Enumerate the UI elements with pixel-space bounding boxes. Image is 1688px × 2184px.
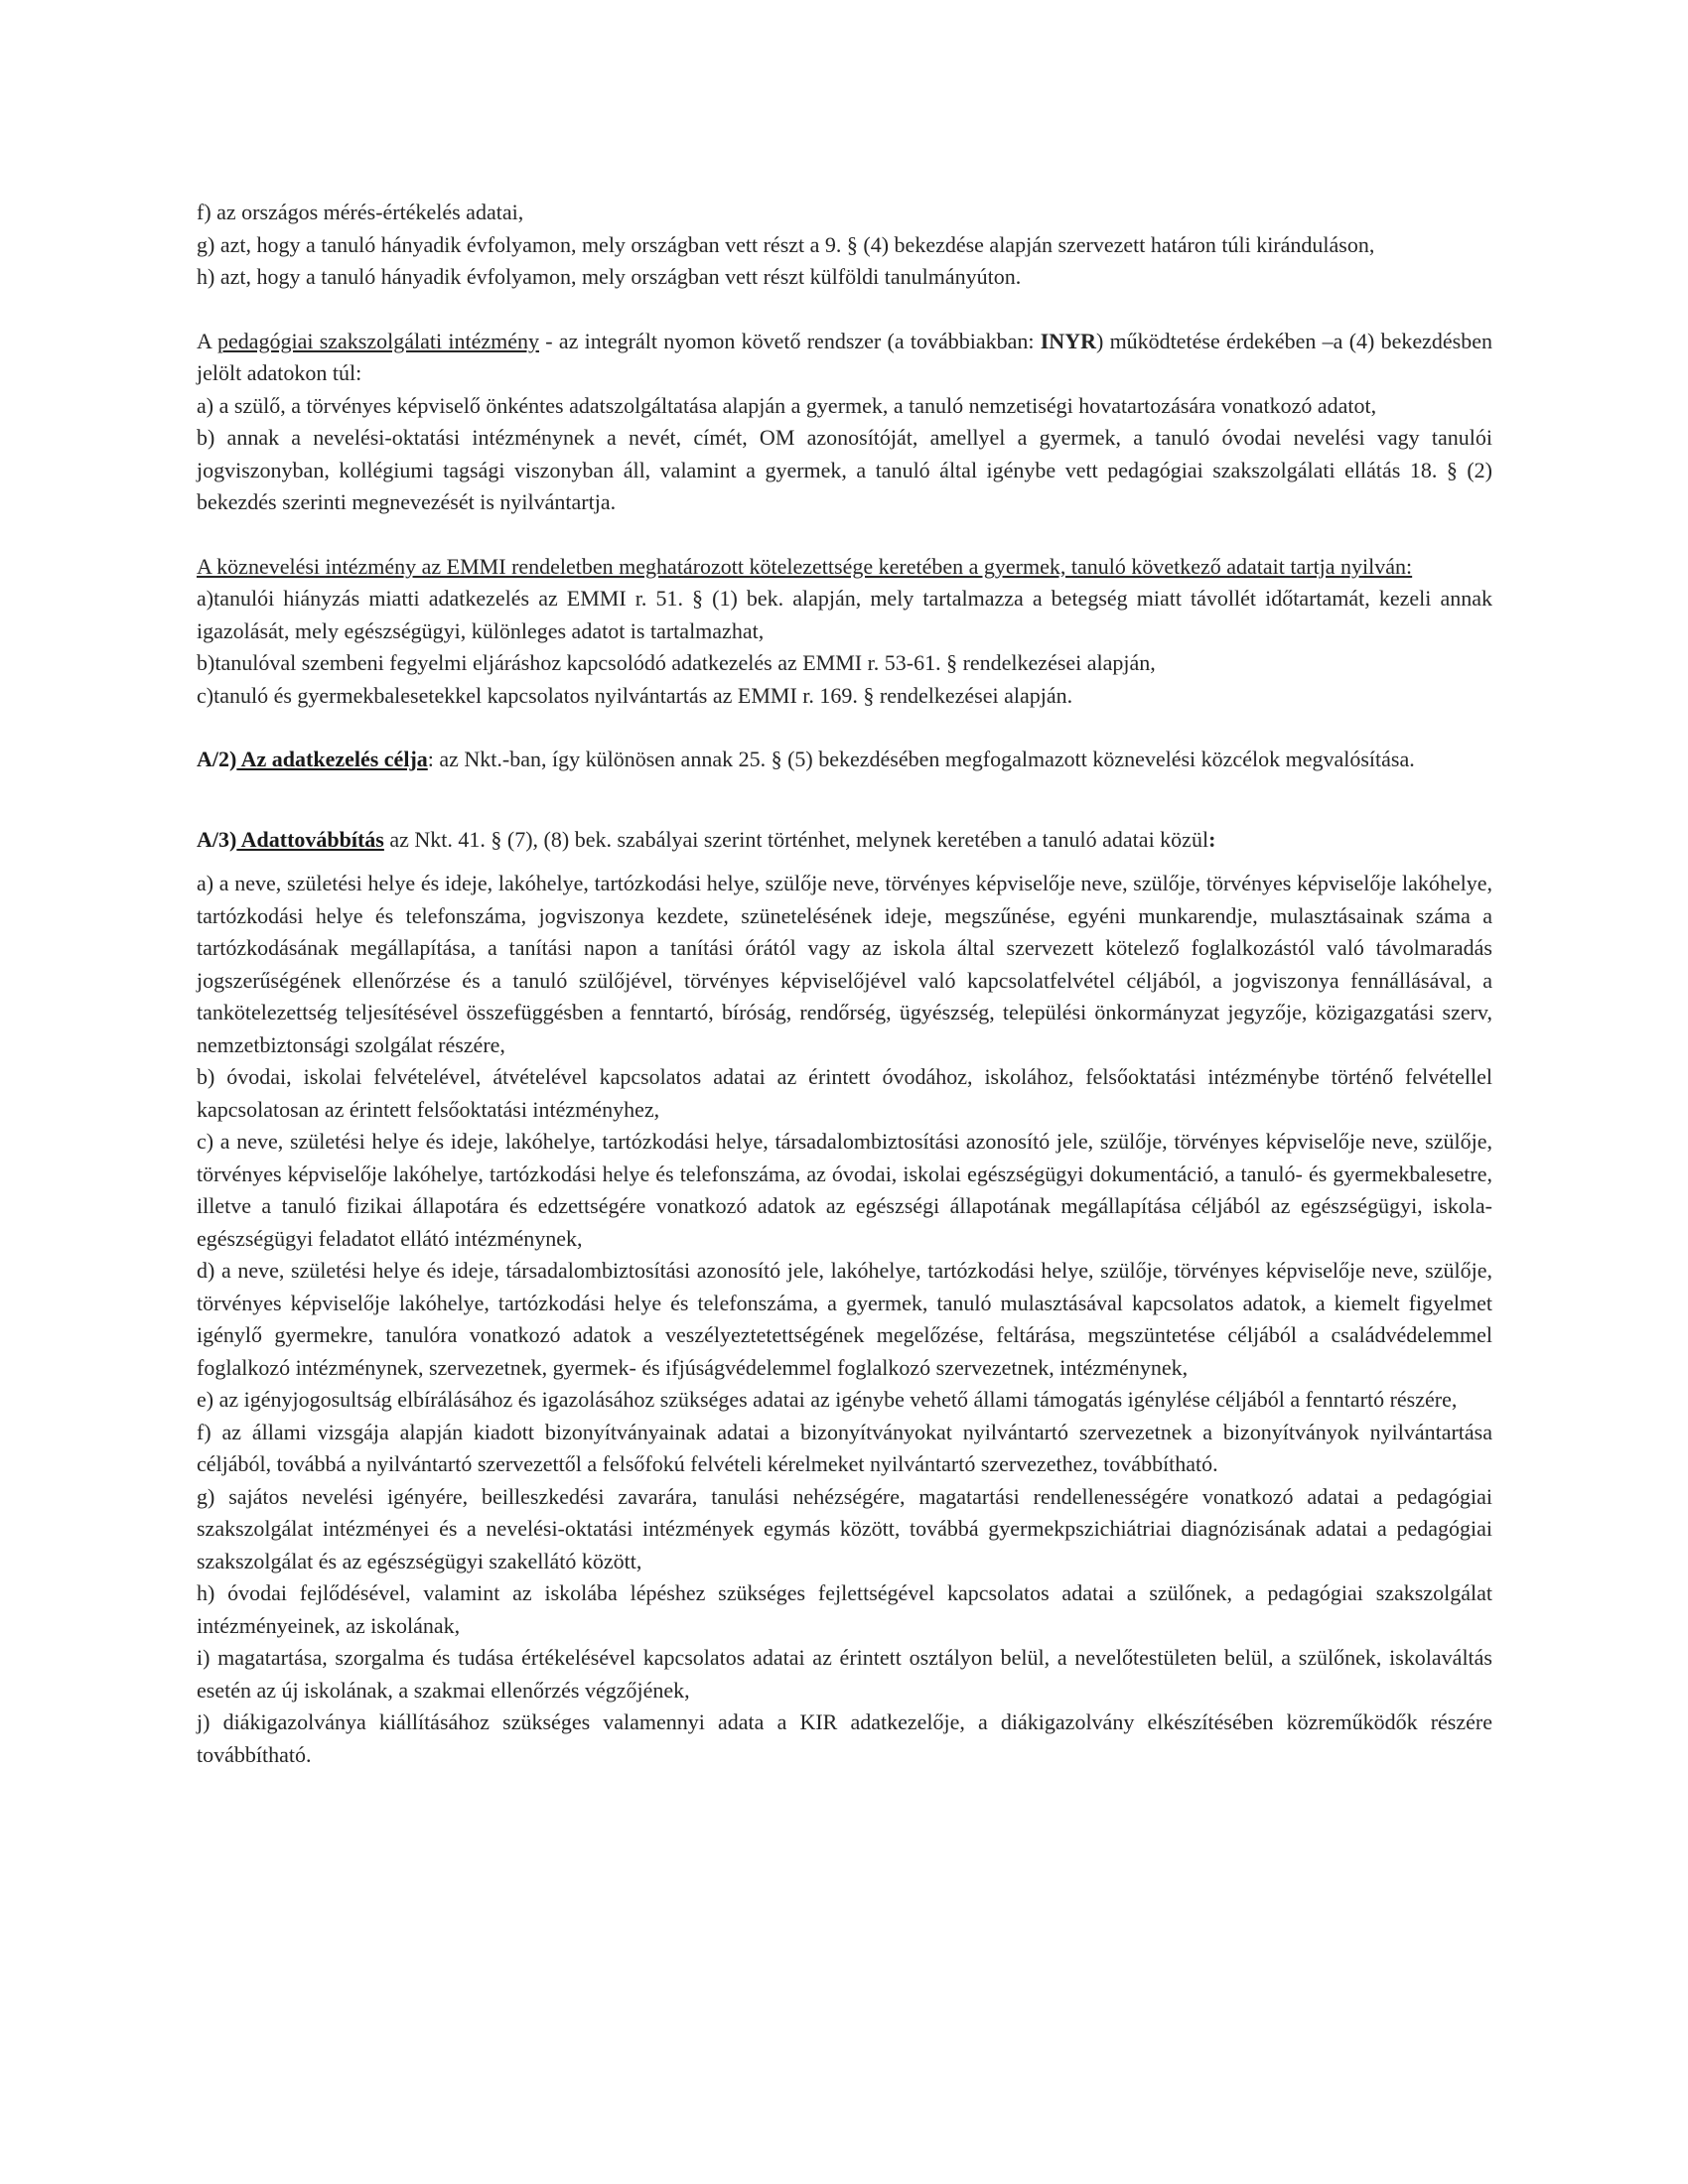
institution-link-text: pedagógiai szakszolgálati intézmény xyxy=(216,328,540,353)
section-a2-text: : az Nkt.-ban, így különösen annak 25. § (5) bekezdésében megfogalmazott köznevelési közcélok megvalósítása. xyxy=(427,747,1415,771)
section-a3-text: az Nkt. 41. § (7), (8) bek. szabályai szerint történhet, melynek keretében a tanuló adatai közül xyxy=(383,826,1209,852)
section-a3-number: A/3) xyxy=(197,826,237,852)
inyr-item-b: b) annak a nevelési-oktatási intézménynek a nevét, címét, OM azonosítóját, amellyel a gyermek, a tanuló óvodai nevelési vagy tanulói jogviszonyban, kollégiumi tagsági viszonyban áll, valamint a gyermek, a tanuló által igénybe vett pedagógiai szakszolgálati ellátás 18. § (2) bekezdés szerinti megnevezését is nyilvántartja. xyxy=(197,425,1492,514)
transfer-item-d: d) a neve, születési helye és ideje, társadalombiztosítási azonosító jele, lakóhelye, tartózkodási helye, szülője, törvényes képviselője neve, szülője, törvényes képviselője lakóhelye, tartózkodási helye és telefonszáma, a gyermek, tanuló mulasztásával kapcsolatos adatok, a kiemelt figyelmet igénylő gyermekre, tanulóra vonatkozó adatok a veszélyeztetettségének megelőzése, feltárása, megszüntetése céljából a családvédelemmel foglalkozó intézménynek, szervezetnek, gyermek- és ifjúságvédelemmel foglalkozó szervezetnek, intézménynek, xyxy=(197,1258,1492,1380)
section-a2-title: Az adatkezelés célja xyxy=(236,747,428,771)
section-a3-colon: : xyxy=(1208,826,1216,852)
transfer-item-e: e) az igényjogosultság elbírálásához és igazolásához szükséges adatai az igénybe vehető állami támogatás igénylése céljából a fenntartó részére, xyxy=(197,1387,1458,1412)
inyr-intro xyxy=(197,326,1492,390)
spacer xyxy=(197,294,1492,326)
transfer-item-g: g) sajátos nevelési igényére, beilleszkedési zavarára, tanulási nehézségére, magatartási rendellenességére vonatkozó adatai a pedagógiai szakszolgálat intézményei és a nevelési-oktatási intézmények egymás között, továbbá gyermekpszichiátriai diagnózisának adatai a pedagógiai szakszolgálat és az egészségügyi szakellátó között, xyxy=(197,1483,1492,1573)
emmi-intro: A köznevelési intézmény az EMMI rendeletben meghatározott kötelezettsége keretében a gyermek, tanuló következő adatait tartja nyilván: xyxy=(197,553,1413,579)
inyr-intro-mid: - az integrált nyomon követő rendszer (a továbbiakban: xyxy=(539,328,1041,353)
transfer-list xyxy=(197,868,1492,1771)
inyr-abbreviation: INYR xyxy=(1040,328,1096,353)
transfer-item-h: h) óvodai fejlődésével, valamint az iskolába lépéshez szükséges fejlettségével kapcsolatos adatai a szülőnek, a pedagógiai szakszolgálat intézményeinek, az iskolának, xyxy=(197,1580,1492,1638)
inyr-intro-prefix: A xyxy=(197,328,217,353)
section-a3 xyxy=(197,824,1492,857)
transfer-item-c: c) a neve, születési helye és ideje, lakóhelye, tartózkodási helye, társadalombiztosítási azonosító jele, szülője, törvényes képviselője neve, szülője, törvényes képviselője lakóhelye, tartózkodási helye és telefonszáma, az óvodai, iskolai egészségügyi dokumentáció, a tanuló- és gyermekbalesetre, illetve a tanuló fizikai állapotára és edzettségére vonatkozó adatok az egészségi állapotának megállapítása céljából az egészségügyi, iskola-egészségügyi feladatot ellátó intézménynek, xyxy=(197,1129,1492,1251)
inyr-intro-rest: ) működtetése érdekében –a (4) bekezdésben jelölt adatokon túl: xyxy=(197,328,1492,385)
section-a2 xyxy=(197,744,1492,776)
transfer-item-b: b) óvodai, iskolai felvételével, átvételével kapcsolatos adatai az érintett óvodához, iskolához, felsőoktatási intézménybe történő felvétellel kapcsolatosan az érintett felsőoktatási intézményhez, xyxy=(197,1064,1492,1122)
paragraph-g: g) azt, hogy a tanuló hányadik évfolyamon, mely országban vett részt a 9. § (4) bekezdése alapján szervezett határon túli kiránduláson, xyxy=(197,231,1375,257)
spacer xyxy=(197,776,1492,824)
emmi-item-a: a)tanulói hiányzás miatti adatkezelés az EMMI r. 51. § (1) bek. alapján, mely tartalmazza a betegség miatt távollét időtartamát, kezeli annak igazolását, mely egészségügyi, különleges adatot is tartalmazhat, xyxy=(197,586,1492,643)
section-a3-title: Adattovábbítás xyxy=(236,826,384,852)
transfer-item-j: j) diákigazolványa kiállításához szükséges valamennyi adata a KIR adatkezelője, a diákigazolvány elkészítésében közreműködők részére továbbítható. xyxy=(197,1709,1492,1767)
inyr-item-a: a) a szülő, a törvényes képviselő önkéntes adatszolgáltatása alapján a gyermek, a tanuló nemzetiségi hovatartozására vonatkozó adatot, xyxy=(197,392,1377,418)
section-a2-number: A/2) xyxy=(197,747,237,771)
transfer-item-f: f) az állami vizsgája alapján kiadott bizonyítványainak adatai a bizonyítványokat nyilvántartó szervezetnek a bizonyítványok nyilvántartása céljából, továbbá a nyilvántartó szervezettől a felsőfokú felvételi kérelmeket nyilvántartó szervezethez, továbbítható. xyxy=(197,1419,1492,1476)
transfer-item-i: i) magatartása, szorgalma és tudása értékelésével kapcsolatos adatai az érintett osztályon belül, a nevelőtestületen belül, a szülőnek, iskolaváltás esetén az új iskolának, a szakmai ellenőrzés végzőjének, xyxy=(197,1645,1492,1703)
spacer xyxy=(197,712,1492,744)
paragraph-f: f) az országos mérés-értékelés adatai, xyxy=(197,200,524,224)
document-page xyxy=(197,197,1492,1771)
emmi-item-c: c)tanuló és gyermekbalesetekkel kapcsolatos nyilvántartás az EMMI r. 169. § rendelkezései alapján. xyxy=(197,682,1073,708)
spacer xyxy=(197,856,1492,868)
spacer xyxy=(197,519,1492,551)
transfer-item-a: a) a neve, születési helye és ideje, lakóhelye, tartózkodási helye, szülője neve, törvényes képviselője neve, szülője, törvényes képviselője lakóhelye, tartózkodási helye és telefonszáma, jogviszonya kezdete, szünetelésének ideje, megszűnése, egyéni munkarendje, mulasztásainak száma a tartózkodásának megállapítása, a tanítási napon a tanítási órától vagy az iskola által szervezett kötelező foglalkozástól való távolmaradás jogszerűségének ellenőrzése és a tanuló szülőjével, törvényes képviselőjével való kapcsolatfelvétel céljából, a jogviszonya fennállásával, a tankötelezettség teljesítésével összefüggésben a fenntartó, bíróság, rendőrség, ügyészség, települési önkormányzat jegyzője, közigazgatási szerv, nemzetbiztonsági szolgálat részére, xyxy=(197,871,1492,1057)
emmi-item-b: b)tanulóval szembeni fegyelmi eljáráshoz kapcsolódó adatkezelés az EMMI r. 53-61. § rendelkezései alapján, xyxy=(197,650,1156,675)
paragraph-h: h) azt, hogy a tanuló hányadik évfolyamon, mely országban vett részt külföldi tanulmányúton. xyxy=(197,264,1022,289)
